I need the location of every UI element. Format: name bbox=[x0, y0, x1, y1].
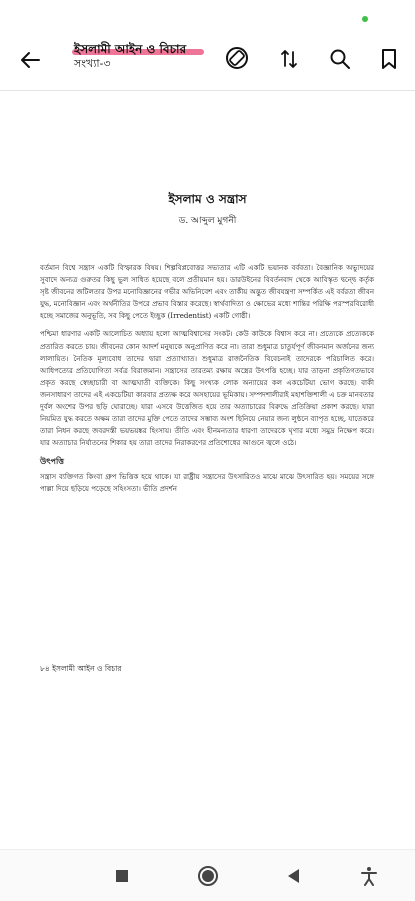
status-indicator-dot bbox=[362, 16, 368, 22]
paragraph: সন্ত্রাস ব্যক্তিগত কিংবা গ্রুপ ভিত্তিক হয়ে থাকে। যা রাষ্ট্রীয় সন্ত্রাসের উৎসারিতও মাঝে মাঝে উৎসারিত হয়। সময়ের সঙ্গে পাল্লা দিয়ে ছড়িয়ে পড়েছে সহিংসতা। ভীতি প্রদর্শন bbox=[40, 472, 374, 493]
sort-icon[interactable] bbox=[276, 45, 302, 73]
home-circle-icon[interactable] bbox=[196, 864, 220, 888]
back-arrow-icon[interactable] bbox=[14, 46, 46, 74]
rotation-lock-icon[interactable] bbox=[222, 43, 252, 73]
toolbar-title bbox=[74, 42, 214, 57]
search-icon[interactable] bbox=[326, 45, 354, 73]
toolbar-title-text: ইসলামী আইন ও বিচার bbox=[74, 42, 187, 56]
accessibility-icon[interactable] bbox=[357, 864, 381, 888]
section-heading: উৎপত্তি bbox=[40, 456, 64, 467]
article-body bbox=[40, 262, 374, 501]
article-author: ড. আব্দুল মুগনী bbox=[178, 216, 237, 226]
app-toolbar bbox=[0, 30, 415, 90]
toolbar-subtitle: সংখ্যা-৩ bbox=[74, 57, 111, 70]
recents-square-icon[interactable] bbox=[110, 864, 134, 888]
system-navigation-bar bbox=[0, 849, 415, 901]
back-triangle-icon[interactable] bbox=[281, 864, 305, 888]
paragraph: বর্তমান বিশ্বে সন্ত্রাস একটি বিস্ফারক বিষয়। শিল্পবিপ্লবোত্তর সভ্যতার এটি একটি ভয়ানক বর্ববতা। বৈজ্ঞানিক অভ্যুদয়ের সুবাদে অন্যত্র গুরুতর কিছু ভুল সাধিত হয়েছে বলে প্রতীয়মান হয়। ডারউইনের বিবর্তনবাদ থেকে আবিস্কৃত দ্বন্দ্বে কর্তৃক সৃষ্ট জীবনের জটিলতার উপর মনোবিজ্ঞানের গভীর অভিনিবেশ এবং তার্কীয় অদ্ভুত জীবযন্ত্রণা সম্পর্কিত এই বর্বরতা জীবন যুদ্ধ, মনোবিজ্ঞান এবং অর্থনীতির উপরে প্রভাব বিস্তার করেছে। স্বার্থবাদিতা ও ক্ষোভের মধ্যে শান্তির পরিক্ষি পরস্পরবিরোধী হচ্ছে সমাজের অনুভূতি, সব কিছু পেতে ইচ্ছুক (Irredentist) একটি গোষ্ঠী। bbox=[40, 264, 374, 321]
paragraph: পশ্চিমা ধারণার একটি আলোচিত অধ্যায় হলো আত্মবিশ্বাসের সংকট। কেউ কাউকে বিশ্বাস করে না। প্রত্যেকে প্রত্যেককে প্রতারিত করতে চায়। জীবনের কোন আদর্শ মনুষ্যকে অনুপ্রাণিত করে না। তারা শুধুমাত্র চাতুর্যপূর্ণ জীবনমান অর্জনের জন্য লালায়িত। নৈতিক মূল্যবোধ তাদের দ্বারা প্রত্যাখ্যাত। শুধুমাত্র রাজনৈতিক বিবেচনাই তাদেরকে পরিচালিত করে। আধিপত্যের প্রতিযোগিতা সর্বত্র বিরাজমান। সন্ত্রাসের তারতম্য রক্ষায় অস্ত্রের উৎপত্তি হচ্ছে। যার তাড়না প্রকৃতিগতভাবে প্রকৃত করছে স্বেচ্ছাচারী বা আত্মঘাতী ব্যক্তিকে। কিছু সংখ্যক লোক অন্যায়ের কল একচেটিয়া ভোগ করছে। বাকী জনসাধারণ তাদের এই একচেটিয়া কারবার প্রত্যক্ষ করে অসহায়ের ভূমিকায়। সম্পদশালীরাই মহাশক্তিশালী এ চক্র মানবতার দুর্বল অংশের উপর ছড়ি ঘোরাচ্ছে। যারা এসবে উত্তেজিত হয়ে তার অত্যাচারের বিরুদ্ধে প্রতিক্রিয়া প্রকাশ করছে। যারা নিয়মিত যুদ্ধ করতে অক্ষম তারা তাদের মুক্তি পেতে তাদের সম্ভাব্য অংশ ছিনিয়ে নেয়ার জন্য লুন্ঠনে ব্যাপৃত হচ্ছে, যাতেকরে তারা নিধন করছে জবরদস্তী ভয়ভয়ঙ্কর হিংসায়। তীতি এবং হীনমন্যতার ধারণা তাদেরকে ঘৃণার মধ্যে সমুদ্র নিক্ষেপ করে। যার অত্যাচার নির্যাতনের শিকার হয় তারা তাদের নিরাকরণের প্রতিশোধের আগুনে জ্বলে ওঠে। bbox=[40, 330, 374, 448]
bookmark-icon[interactable] bbox=[378, 45, 400, 73]
page-footer: ৮৪ ইসলামী আইন ও বিচার bbox=[40, 664, 122, 673]
document-title-block bbox=[74, 42, 214, 71]
document-page[interactable] bbox=[0, 91, 415, 849]
article-title: ইসলাম ও সন্ত্রাস bbox=[168, 192, 247, 206]
